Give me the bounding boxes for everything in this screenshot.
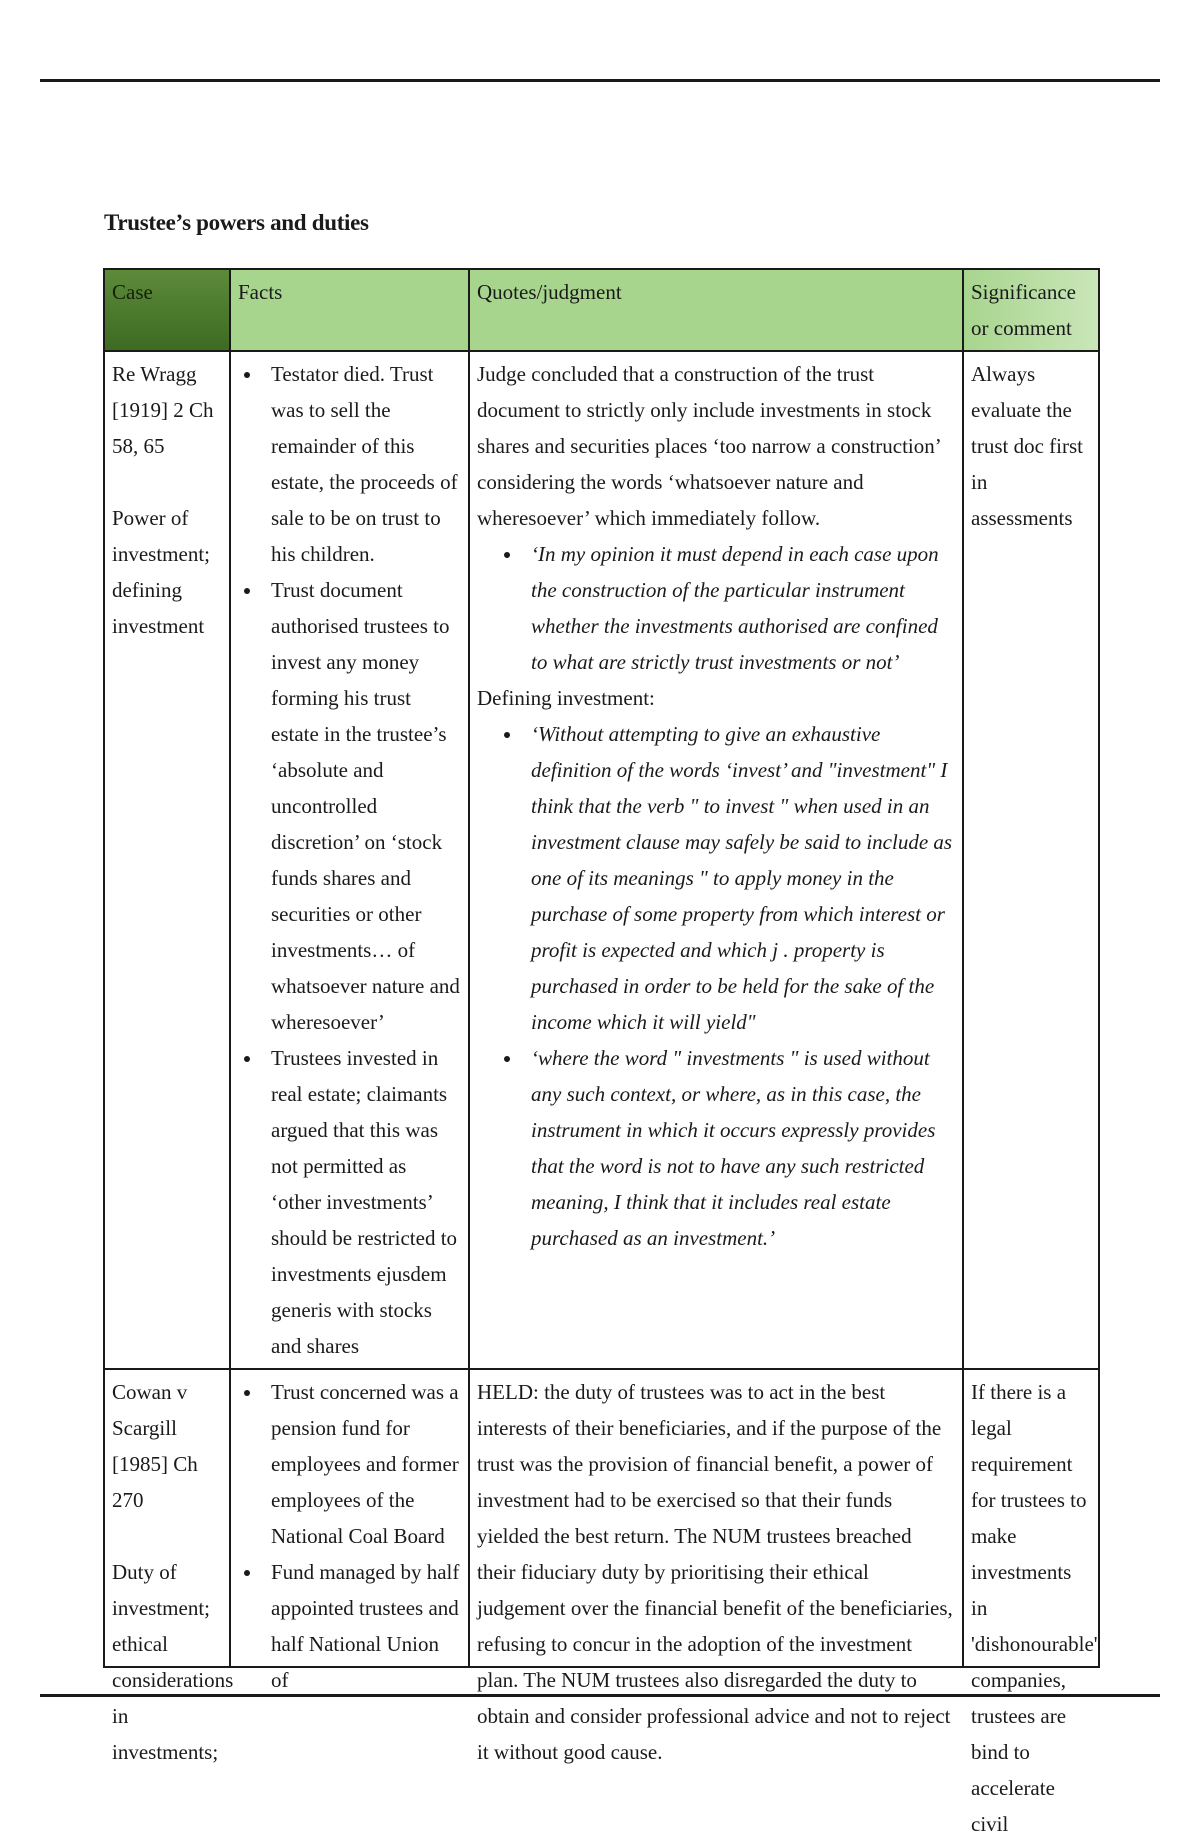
quote-item: • ‘where the word " investments " is used without any such context, or where, as in this case, the instrument in which it occurs expressly provides that the word is not to have any such restricted meaning, I think that it includes real estate purchased as an investment.’ xyxy=(523,1040,955,1256)
case-cell xyxy=(104,351,230,1369)
header-case: Case xyxy=(104,269,230,351)
defining-label: Defining investment: xyxy=(477,686,655,710)
table-row xyxy=(104,351,1099,1369)
quote-list xyxy=(477,536,955,680)
table-row xyxy=(104,1369,1099,1667)
case-topic: Duty of investment; ethical considerations in investments; xyxy=(112,1560,234,1764)
quote-item: • ‘In my opinion it must depend in each case upon the construction of the particular instrument whether the investments authorised are confined to what are strictly trust investments or not’ xyxy=(523,536,955,680)
judgment-text: Judge concluded that a construction of the trust document to strictly only include investments in stock shares and securities places ‘too narrow a construction’ considering the words ‘whatsoever nature and wheresoever’ which immediately follow. xyxy=(477,362,941,530)
facts-list xyxy=(238,1374,461,1698)
section-heading: Trustee’s powers and duties xyxy=(104,210,369,235)
footer-rule xyxy=(40,1694,1160,1697)
quote-list xyxy=(477,716,955,1256)
case-cell xyxy=(104,1369,234,1764)
significance-cell: Always evaluate the trust doc first in assessments xyxy=(963,351,1099,1369)
significance-text: If there is a legal requirement for trustees to make investments in 'dishonourable' companies, trustees are bind to accelerate civil xyxy=(971,1380,1098,1836)
header-facts: Facts xyxy=(230,269,469,351)
header-significance: Significance or comment xyxy=(963,269,1099,351)
facts-cell xyxy=(230,1369,469,1692)
fact-item: • Trust document authorised trustees to invest any money forming his trust estate in the trustee’s ‘absolute and uncontrolled discretion’ on ‘stock funds shares and securities or other investments… of whatsoever nature and wheresoever’ xyxy=(263,572,461,1040)
judgment-cell xyxy=(469,1369,963,1764)
facts-list xyxy=(238,356,461,1364)
fact-item: • Fund managed by half appointed trustees and half National Union of xyxy=(263,1554,461,1698)
case-name: Cowan v Scargill [1985] Ch 270 xyxy=(112,1380,198,1512)
quote-item: • ‘Without attempting to give an exhaustive definition of the words ‘invest’ and "investment" I think that the verb " to invest " when used in an investment clause may safely be said to include as one of its meanings " to apply money in the purchase of some property from which interest or profit is expected and which j . property is purchased in order to be held for the sake of the income which it will yield" xyxy=(523,716,955,1040)
fact-item: • Trustees invested in real estate; claimants argued that this was not permitted as ‘other investments’ should be restricted to investments ejusdem generis with stocks and shares xyxy=(263,1040,461,1364)
case-name: Re Wragg [1919] 2 Ch 58, 65 xyxy=(112,362,214,458)
judgment-cell xyxy=(469,351,963,1369)
fact-item: • Trust concerned was a pension fund for employees and former employees of the National Coal Board xyxy=(263,1374,461,1554)
cases-table xyxy=(103,268,1100,1836)
judgment-text: HELD: the duty of trustees was to act in the best interests of their beneficiaries, and if the purpose of the trust was the provision of financial benefit, a power of investment had to be exercised so that their funds yielded the best return. The NUM trustees breached their fiduciary duty by prioritising their ethical judgement over the financial benefit of the beneficiaries, refusing to concur in the adoption of the investment plan. The NUM trustees also disregarded the duty to obtain and consider professional advice and not to reject it without good cause. xyxy=(477,1380,953,1764)
significance-cell xyxy=(963,1369,1099,1836)
fact-item: • Testator died. Trust was to sell the remainder of this estate, the proceeds of sale to be on trust to his children. xyxy=(263,356,461,572)
header-rule xyxy=(40,79,1160,82)
header-quotes: Quotes/judgment xyxy=(469,269,963,351)
table-header-row xyxy=(104,269,1099,351)
facts-cell xyxy=(230,351,469,1369)
case-topic: Power of investment; defining investment xyxy=(112,506,210,638)
